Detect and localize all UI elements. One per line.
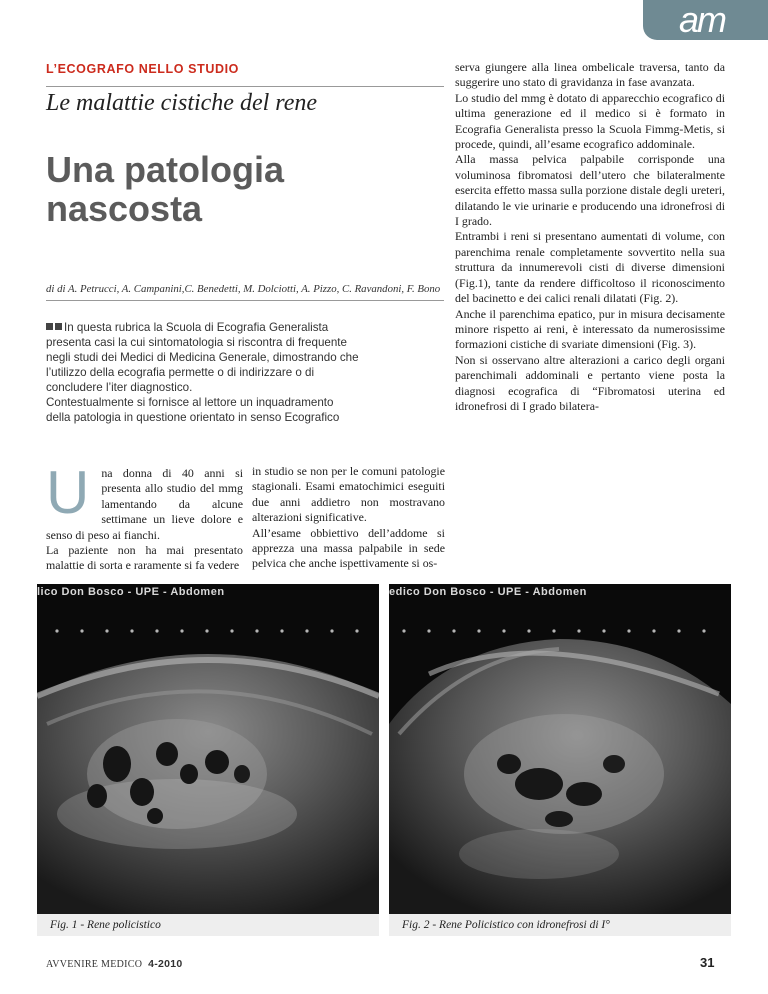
- paragraph: All’esame obbiettivo dell’addome si apprezza una massa palpabile in sede pelvica che anche ispettivamente si os-: [252, 525, 445, 571]
- intro-line: Contestualmente si fornisce al lettore un inquadramento: [46, 396, 334, 409]
- page-number: 31: [700, 955, 715, 970]
- intro-line: concludere l’iter diagnostico.: [46, 381, 193, 394]
- topic-title: Le malattie cistiche del rene: [46, 90, 318, 116]
- divider: [46, 86, 444, 87]
- ultrasound-image: [37, 584, 379, 936]
- intro-line: In questa rubrica la Scuola di Ecografia Generalista: [64, 321, 329, 334]
- ultrasound-figure-2: [389, 584, 731, 936]
- ultrasound-header-text: edico Don Bosco - UPE - Abdomen: [389, 586, 587, 598]
- body-column-2: [252, 464, 445, 572]
- ultrasound-image: [389, 584, 731, 936]
- publication-name: AVVENIRE MEDICO: [46, 959, 143, 970]
- headline-line-2: nascosta: [46, 188, 203, 229]
- divider: [46, 300, 444, 301]
- figure-caption: Fig. 1 - Rene policistico: [37, 914, 379, 936]
- square-bullets-icon: [46, 319, 64, 327]
- paragraph: serva giungere alla linea ombelicale traversa, tanto da suggerire uno stato di gravidanza in fase avanzata.: [455, 60, 725, 90]
- intro-line: l’utilizzo della ecografia permette o di indirizzare o di: [46, 366, 315, 379]
- footer-publication: [46, 958, 183, 970]
- authors-byline: di di A. Petrucci, A. Campanini,C. Benedetti, M. Dolciotti, A. Pizzo, C. Ravandoni, F. Bono: [46, 283, 441, 295]
- paragraph: Entrambi i reni si presentano aumentati di volume, con parenchima renale completamente sovvertito nella sua struttura da innumerevoli cisti di diverse dimensioni (Fig.1), tante da rendere difficoltoso il riconoscimento del bacinetto e dei calici renali dilatati (Fig. 2).: [455, 229, 725, 306]
- article-headline: [46, 150, 284, 228]
- intro-abstract: [46, 320, 366, 425]
- body-column-3: [455, 60, 725, 414]
- paragraph: in studio se non per le comuni patologie stagionali. Esami ematochimici eseguiti due anni addietro non mostravano alterazioni significative.: [252, 464, 445, 525]
- paragraph: Non si osservano altre alterazioni a carico degli organi parenchimali addominali e pertanto viene posta la diagnosi ecografica di “Fibromatosi uterina ed idronefrosi di I grado bilatera-: [455, 352, 725, 413]
- paragraph: Lo studio del mmg è dotato di apparecchio ecografico di ultima generazione ed il medico si è formato in Ecografia Generalista presso la Scuola Fimmg-Metis, si procede, quindi, all’esame ecografico addominale.: [455, 90, 725, 152]
- figure-caption: Fig. 2 - Rene Policistico con idronefrosi di I°: [389, 914, 731, 936]
- intro-line: della patologia in questione orientato in senso Ecografico: [46, 411, 340, 424]
- ultrasound-figure-1: [37, 584, 379, 936]
- intro-line: negli studi dei Medici di Medicina Generale, dimostrando che: [46, 351, 359, 364]
- paragraph: Alla massa pelvica palpabile corrisponde una voluminosa fibromatosi dell’utero che bilateralmente esercita effetto massa sulla porzione distale degli ureteri, dilatando le vie urinarie e producendo una idronefrosi di I grado.: [455, 152, 725, 229]
- intro-line: presenta casi la cui sintomatologia si riscontra di frequente: [46, 336, 347, 349]
- paragraph: Anche il parenchima epatico, pur in misura decisamente minore rispetto ai reni, è interessato da numerosissime formazioni cistiche di svariate dimensioni (Fig. 3).: [455, 306, 725, 352]
- issue-number: 4-2010: [148, 958, 183, 970]
- paragraph: na donna di 40 anni si presenta allo studio del mmg lamentando da alcune settimane un lieve dolore e senso di peso ai fianchi.: [46, 466, 243, 542]
- ultrasound-header-text: lico Don Bosco - UPE - Abdomen: [37, 586, 225, 598]
- headline-line-1: Una patologia: [46, 149, 285, 190]
- body-column-1: [46, 459, 243, 574]
- drop-cap: U: [46, 459, 90, 526]
- magazine-logo: am: [643, 0, 768, 40]
- paragraph: La paziente non ha mai presentato malattie di sorta e raramente si fa vedere: [46, 543, 243, 573]
- section-label: L’ECOGRAFO NELLO STUDIO: [46, 62, 239, 76]
